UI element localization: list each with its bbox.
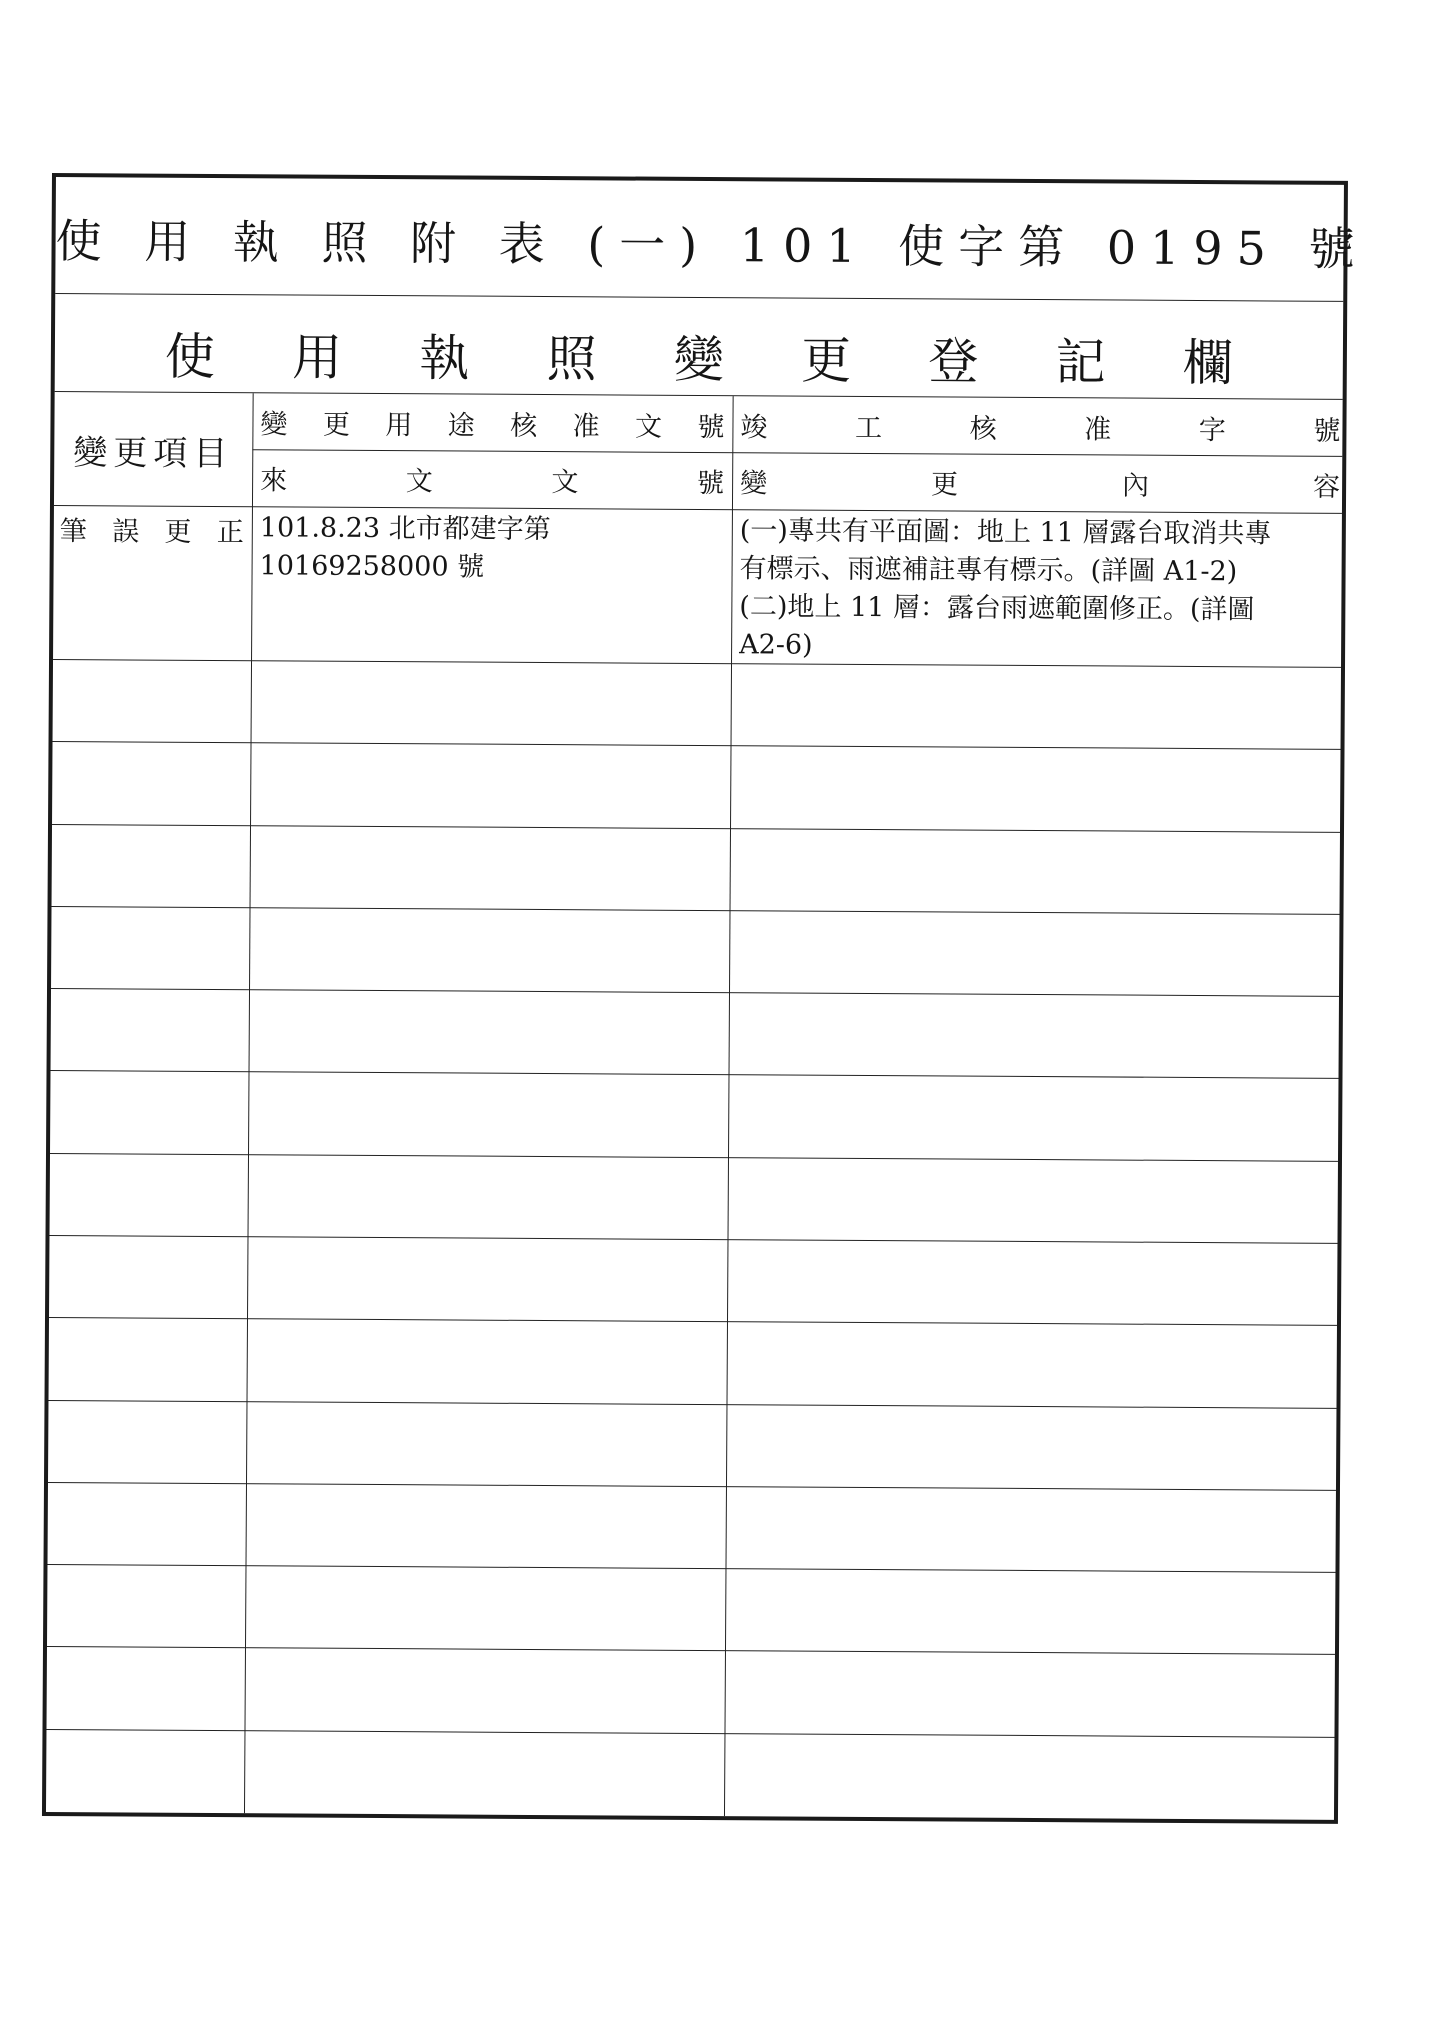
table-row	[49, 1236, 1337, 1326]
header-char: 核	[510, 410, 538, 442]
heading-char: 執	[419, 329, 470, 388]
header-incoming-number	[260, 457, 724, 500]
header-change-item: 變更項目	[73, 432, 234, 474]
header-char: 工	[854, 412, 883, 444]
header-char: 准	[1084, 413, 1112, 445]
entry-change-item	[60, 508, 244, 549]
entry-document-number-line: 101.8.23 北市都建字第	[259, 512, 551, 546]
heading-char: 登	[928, 332, 979, 391]
column-header-row	[54, 392, 1343, 514]
entry-content-line: A2-6)	[739, 629, 813, 661]
entry-document-number	[259, 509, 550, 587]
page-title: 使 用 執 照 附 表 (一) 101 使字第 0195 號	[55, 214, 1369, 277]
entry-item-char: 筆	[59, 515, 87, 547]
heading-char: 更	[800, 331, 852, 390]
header-char: 來	[260, 464, 288, 496]
header-char: 途	[447, 409, 475, 442]
entry-change-content	[739, 512, 1272, 667]
header-char: 准	[572, 410, 600, 442]
header-char: 文	[551, 466, 579, 498]
entry-content-line: (二)地上 11 層：露台雨遮範圍修正。(詳圖	[739, 591, 1255, 626]
table-row	[51, 907, 1339, 997]
entry-item-char: 正	[216, 516, 244, 548]
heading-row	[55, 294, 1344, 400]
table-heading	[165, 317, 1233, 396]
entry-document-number-line: 10169258000 號	[259, 550, 485, 583]
table-row	[46, 1730, 1334, 1820]
header-char: 用	[385, 409, 413, 441]
registration-table	[42, 173, 1369, 1824]
header-char: 變	[740, 467, 768, 499]
table-row	[48, 1401, 1336, 1491]
header-divider	[252, 449, 1342, 457]
heading-char: 欄	[1182, 333, 1234, 393]
heading-char: 記	[1055, 333, 1106, 392]
table-row	[52, 825, 1340, 915]
table-row	[50, 1071, 1338, 1161]
entry-item-char: 更	[164, 516, 192, 548]
header-char: 變	[260, 408, 288, 440]
table-row	[47, 1483, 1335, 1573]
table-row	[47, 1565, 1335, 1655]
header-change-content	[740, 460, 1340, 504]
header-char: 竣	[740, 411, 768, 443]
heading-char: 變	[673, 330, 725, 390]
header-char: 號	[696, 467, 725, 499]
header-char: 號	[1313, 415, 1341, 447]
table-row	[51, 989, 1339, 1079]
entry-item-char: 誤	[112, 515, 140, 548]
table-row	[49, 1318, 1337, 1408]
header-char: 文	[405, 465, 433, 497]
heading-char: 照	[546, 330, 597, 389]
header-approval-number	[260, 401, 724, 444]
entry-content-line: 有標示、雨遮補註專有標示。(詳圖 A1-2)	[739, 553, 1238, 588]
title-row	[55, 177, 1369, 302]
header-char: 更	[322, 409, 350, 441]
header-char: 容	[1313, 471, 1341, 503]
header-char: 更	[931, 468, 959, 501]
entry-content-line: (一)專共有平面圖：地上 11 層露台取消共專	[739, 515, 1272, 550]
header-char: 文	[634, 411, 663, 443]
heading-char: 用	[291, 328, 343, 387]
table-row	[53, 660, 1341, 750]
header-char: 核	[969, 413, 997, 445]
header-char: 內	[1122, 470, 1150, 502]
table-row	[52, 742, 1340, 832]
header-char: 號	[697, 411, 725, 443]
table-row	[53, 506, 1342, 668]
header-completion-number	[740, 404, 1340, 448]
heading-char: 使	[164, 327, 216, 386]
table-row	[50, 1154, 1338, 1244]
table-row	[46, 1647, 1334, 1737]
header-char: 字	[1198, 414, 1226, 446]
